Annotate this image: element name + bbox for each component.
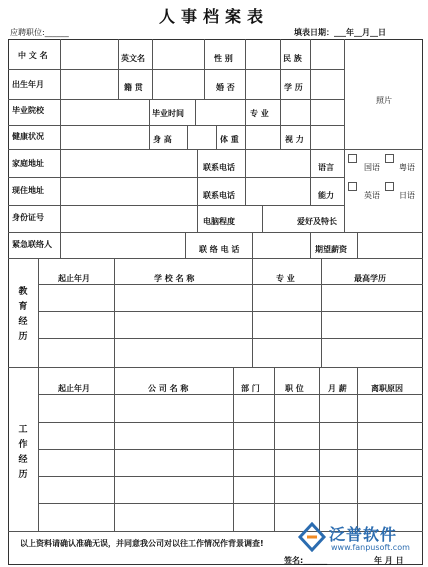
col-edu-major: 专 业 — [276, 274, 295, 283]
col-line — [197, 149, 198, 232]
label-education: 学 历 — [284, 83, 303, 92]
label-height: 身 高 — [153, 135, 172, 144]
label-computer-skill: 电脑程度 — [203, 217, 235, 226]
col-line — [60, 149, 61, 232]
col-line — [187, 125, 188, 149]
col-line — [216, 125, 217, 149]
label-native-place: 籍 贯 — [124, 83, 143, 92]
col-line — [114, 367, 115, 531]
col-line — [245, 99, 246, 149]
photo-placeholder: 照片 — [376, 96, 392, 105]
label-birth: 出生年月 — [12, 80, 44, 89]
label-emergency-contact: 紧急联络人 — [12, 240, 52, 249]
row-line — [8, 232, 423, 233]
col-line — [195, 99, 196, 125]
label-phone: 联系电话 — [203, 191, 235, 200]
label-grad-time: 毕业时间 — [152, 109, 184, 118]
col-line — [185, 232, 186, 258]
col-line — [344, 205, 345, 232]
col-line — [149, 99, 150, 149]
label-english: 英语 — [364, 191, 380, 200]
label-school: 毕业院校 — [12, 106, 44, 115]
col-line — [60, 39, 61, 99]
position-applied-field[interactable]: 应聘职位:______ — [10, 28, 69, 37]
row-line — [38, 338, 423, 339]
col-line — [60, 232, 61, 258]
checkbox-cantonese[interactable] — [385, 154, 394, 163]
row-line — [8, 125, 344, 126]
row-line — [38, 422, 423, 423]
label-chinese-name: 中 文 名 — [18, 51, 48, 60]
row-line — [8, 258, 423, 259]
col-line — [252, 232, 253, 258]
label-major: 专 业 — [250, 109, 269, 118]
signature-field[interactable]: 签名:______ — [284, 556, 328, 565]
watermark-logo — [297, 520, 421, 560]
col-line — [114, 258, 115, 367]
label-home-address: 家庭地址 — [12, 159, 44, 168]
label-language: 语言 — [318, 163, 334, 172]
label-japanese: 日语 — [399, 191, 415, 200]
col-line — [245, 39, 246, 99]
col-edu-period: 起止年月 — [58, 274, 90, 283]
col-line — [152, 39, 153, 69]
label-gender: 性 别 — [214, 54, 233, 63]
col-line — [233, 367, 234, 531]
col-work-company: 公 司 名 称 — [148, 384, 189, 393]
form-table — [8, 39, 423, 565]
col-work-reason: 离职原因 — [371, 384, 403, 393]
col-edu-school: 学 校 名 称 — [154, 274, 195, 283]
checkbox-english[interactable] — [348, 182, 357, 191]
checkbox-japanese[interactable] — [385, 182, 394, 191]
col-line — [280, 39, 281, 125]
label-phone: 联系电话 — [203, 163, 235, 172]
label-weight: 体 重 — [220, 135, 239, 144]
work-section-label: 工作经历 — [18, 425, 28, 480]
label-contact-phone: 联 络 电 话 — [199, 245, 240, 254]
col-line — [280, 125, 281, 149]
label-id-number: 身份证号 — [12, 213, 44, 222]
row-line — [8, 99, 344, 100]
label-cantonese: 粤语 — [399, 163, 415, 172]
col-line — [319, 367, 320, 531]
col-line — [344, 39, 345, 149]
col-line — [310, 125, 311, 149]
row-line — [8, 367, 423, 368]
col-work-position: 职 位 — [285, 384, 304, 393]
col-line — [245, 149, 246, 205]
col-work-salary: 月 薪 — [328, 384, 347, 393]
row-line — [8, 177, 344, 178]
label-ability: 能力 — [318, 191, 334, 200]
col-line — [310, 39, 311, 125]
watermark-url: www.fanpusoft.com — [331, 543, 410, 552]
education-section-label: 教育经历 — [18, 287, 28, 342]
fill-date-field[interactable]: 填表日期：___年__月__日 — [294, 28, 386, 37]
label-ethnicity: 民 族 — [283, 54, 302, 63]
col-line — [204, 39, 205, 99]
watermark-brand: 泛普软件 — [329, 525, 398, 544]
row-line — [38, 503, 423, 504]
page-title: 人事档案表 — [158, 7, 269, 26]
label-hobbies: 爱好及特长 — [297, 217, 337, 226]
checkbox-mandarin[interactable] — [348, 154, 357, 163]
col-line — [118, 39, 119, 99]
sign-date-field[interactable]: 年 月 日 — [374, 556, 404, 565]
row-line — [38, 311, 423, 312]
label-current-address: 现住地址 — [12, 186, 44, 195]
label-health: 健康状况 — [12, 132, 44, 141]
row-line — [38, 449, 423, 450]
footer-statement: 以上资料请确认准确无误，并同意我公司对以往工作情况作背景调查! — [20, 539, 264, 548]
col-work-dept: 部 门 — [241, 384, 260, 393]
label-vision: 视 力 — [285, 135, 304, 144]
label-expected-salary: 期望薪资 — [315, 245, 347, 254]
col-line — [252, 258, 253, 367]
col-line — [262, 205, 263, 232]
row-line — [8, 149, 423, 150]
col-line — [321, 258, 322, 367]
col-work-period: 起止年月 — [58, 384, 90, 393]
col-line — [344, 149, 345, 205]
label-marital: 婚 否 — [216, 83, 235, 92]
row-line — [38, 284, 423, 285]
col-line — [38, 258, 39, 531]
row-line — [8, 205, 344, 206]
label-english-name: 英文名 — [121, 54, 145, 63]
col-edu-degree: 最高学历 — [354, 274, 386, 283]
col-line — [152, 69, 153, 99]
col-line — [357, 367, 358, 531]
row-line — [8, 69, 344, 70]
col-line — [310, 232, 311, 258]
row-line — [38, 394, 423, 395]
logo-icon — [297, 522, 327, 552]
col-line — [357, 232, 358, 258]
col-line — [274, 367, 275, 531]
row-line — [38, 476, 423, 477]
col-line — [60, 99, 61, 149]
label-mandarin: 国语 — [364, 163, 380, 172]
col-line — [310, 149, 311, 205]
